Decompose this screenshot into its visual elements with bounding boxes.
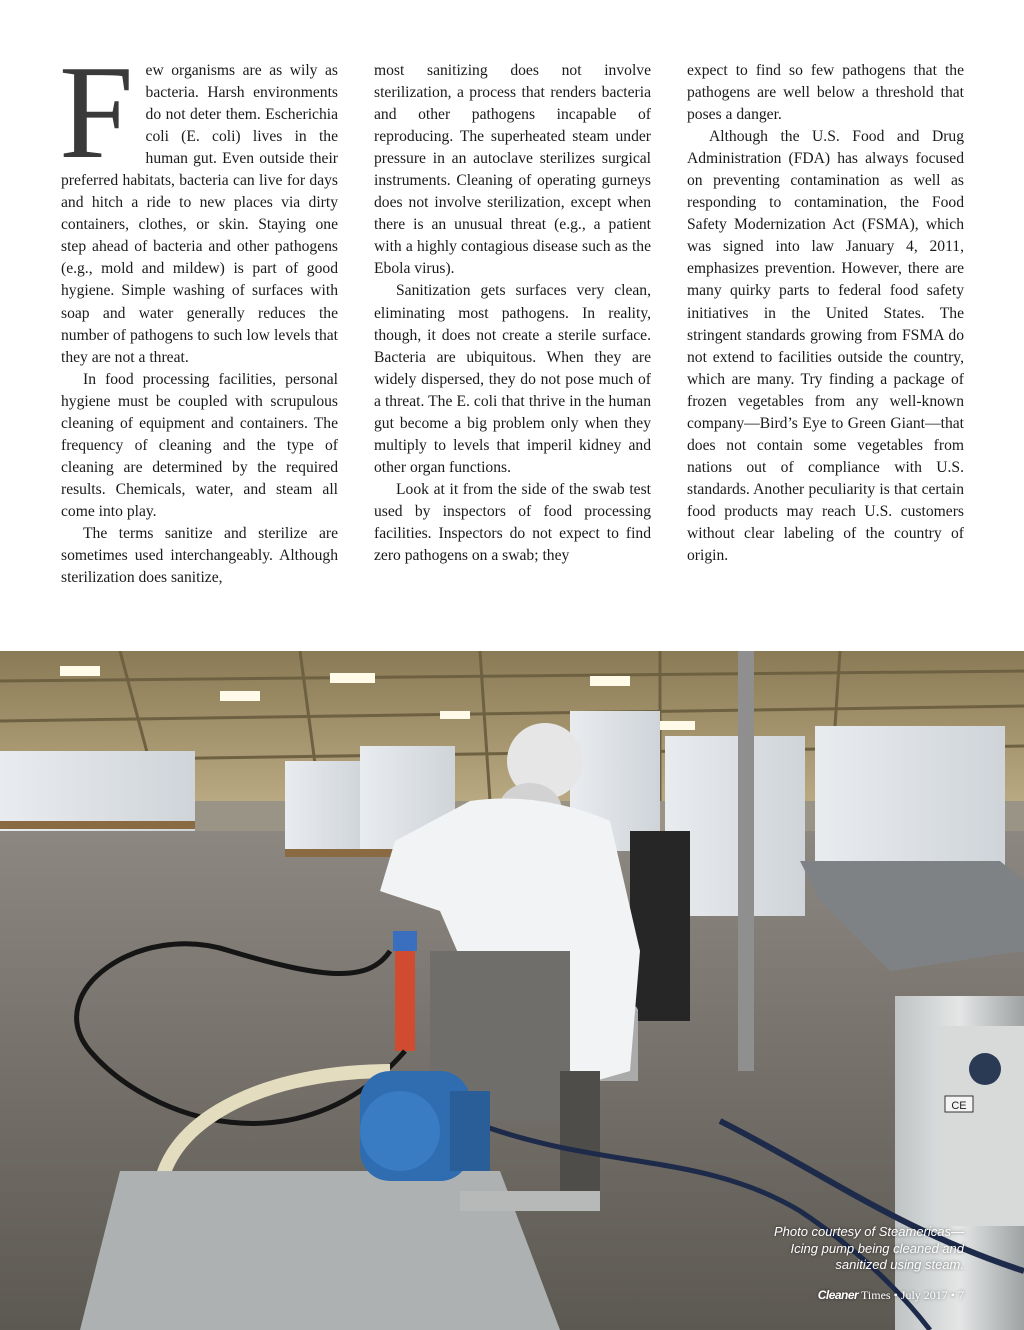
- paragraph: most sanitizing does not involve sterilization, a process that renders bacteria and other pathogens incapable of reproducing. The superheated steam under pressure in an autoclave sterilizes surgical instruments. Cleaning of operating gurneys does not involve sterilization, except when there is an unusual threat (e.g., a patient with a highly contagious disease such as the Ebola virus).: [374, 62, 651, 278]
- paragraph: Although the U.S. Food and Drug Administration (FDA) has always focused on preventing contamination as well as responding to contamination, the Food Safety Modernization Act (FSMA), which was signed into law January 4, 2011, emphasizes prevention. However, there are many quirky parts to federal food safety initiatives in the United States. The stringent standards growing from FSMA do not extend to facilities outside the country, which are many. Try finding a package of frozen vegetables from any well-known company—Bird’s Eye to Green Giant—that does not contain some vegetables from nations out of compliance with U.S. standards. Another peculiarity is that certain food products may reach U.S. customers without clear labeling of the country of origin.: [687, 128, 964, 565]
- caption-line: Icing pump being cleaned and: [790, 1240, 964, 1256]
- magazine-logo: Cleaner: [817, 1288, 859, 1302]
- page-footer: [818, 1288, 964, 1303]
- steel-pole: [738, 651, 754, 1071]
- photo-caption: [734, 1224, 964, 1274]
- ce-mark: CE: [951, 1100, 967, 1112]
- article-column-2: [374, 60, 651, 620]
- caption-line: sanitized using steam.: [835, 1257, 964, 1272]
- paragraph: Sanitization gets surfaces very clean, eliminating most pathogens. In reality, though, it does not create a sterile surface. Bacteria are ubiquitous. When they are widely dispersed, they do not pose much of a threat. The E. coli that thrive in the human gut become a big problem only when they multiply to levels that imperil kidney and other organ functions.: [374, 282, 651, 476]
- paragraph: Look at it from the side of the swab test used by inspectors of food processing facilities. Inspectors do not expect to find zero pathogens on a swab; they: [374, 480, 651, 565]
- drop-cap: F: [59, 38, 134, 186]
- paragraph: Few organisms are as wily as bacteria. Harsh environments do not deter them. Escherichia coli (E. coli) lives in the human gut. Even outside their preferred habitats, bacteria can live for days and hitch a ride to new places via dirty containers, clothes, or skin. Staying one step ahead of bacteria and other pathogens (e.g., mold and mildew) is part of good hygiene. Simple washing of surfaces with soap and water generally reduces the number of pathogens to such low levels that they are not a threat.: [59, 38, 338, 366]
- paragraph: In food processing facilities, personal hygiene must be coupled with scrupulous cleaning of equipment and containers. The frequency of cleaning and the type of cleaning are determined by the required results. Chemicals, water, and steam all come into play.: [61, 370, 338, 520]
- article-column-3: [687, 60, 964, 620]
- dial-icon: [969, 1053, 1001, 1085]
- steam-wand: [395, 941, 415, 1051]
- folio: Times • July 2017 • 7: [861, 1288, 964, 1302]
- cart: [630, 831, 690, 1021]
- paragraph: expect to find so few pathogens that the pathogens are well below a threshold that poses a danger.: [687, 62, 964, 124]
- paragraph: The terms sanitize and sterilize are sometimes used interchangeably. Although sterilization does sanitize,: [61, 524, 338, 587]
- caption-line: Photo courtesy of Steamericas—: [773, 1224, 964, 1239]
- article-body: [59, 38, 964, 620]
- article-column-1: [59, 38, 338, 620]
